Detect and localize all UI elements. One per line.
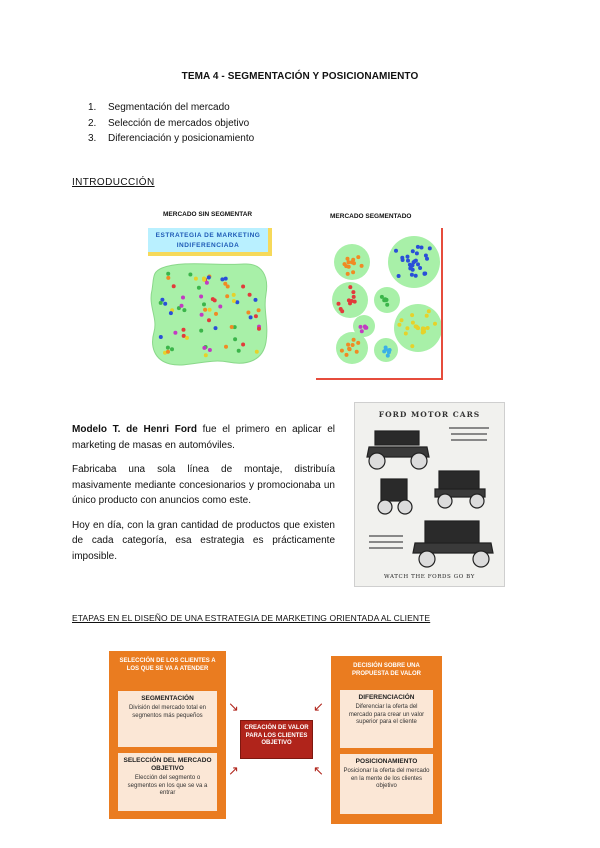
- segment-dot: [414, 324, 418, 328]
- arrow-up-left-icon: ↖: [313, 763, 324, 778]
- segment-dot: [410, 344, 414, 348]
- segment-dot: [348, 347, 352, 351]
- consumer-dot: [211, 297, 215, 301]
- consumer-dot: [194, 277, 198, 281]
- consumer-dot: [241, 285, 245, 289]
- consumer-dot: [202, 277, 206, 281]
- differentiation-card: DIFERENCIACIÓN Diferenciar la oferta del mercado para crear un valor superior para el cliente: [340, 690, 433, 748]
- consumer-dot: [232, 299, 236, 303]
- consumer-dot: [188, 273, 192, 277]
- unsegmented-market-illustration: [148, 262, 270, 368]
- segment-dot: [353, 300, 357, 304]
- toc-item: 3. Diferenciación y posicionamiento: [88, 133, 255, 144]
- segment-dot: [427, 309, 431, 313]
- car-drawing: [413, 521, 493, 567]
- segment-dot: [433, 322, 437, 326]
- ford-paragraph-3: Hoy en día, con la gran cantidad de productos que existen de cada categoría, esa estrategia es prácticamente imposible.: [72, 519, 335, 562]
- segment-dot: [356, 255, 360, 259]
- segment-dot: [360, 264, 364, 268]
- consumer-dot: [230, 325, 234, 329]
- consumer-dot: [159, 335, 163, 339]
- consumer-dot: [248, 293, 252, 297]
- consumer-dot: [246, 311, 250, 315]
- value-proposition-column: [331, 656, 442, 824]
- consumer-dot: [249, 315, 253, 319]
- arrow-down-right-icon: ↘: [228, 699, 239, 714]
- segment-dot: [346, 343, 350, 347]
- segmented-caption: MERCADO SEGMENTADO: [330, 213, 412, 220]
- consumer-dot: [208, 348, 212, 352]
- consumer-dot: [173, 331, 177, 335]
- consumer-dot: [181, 296, 185, 300]
- segment-dot: [415, 251, 419, 255]
- arrow-down-left-icon: ↙: [313, 699, 324, 714]
- customer-selection-column: [109, 651, 226, 819]
- undifferentiated-banner: ESTRATEGIA DE MARKETING INDIFERENCIADA: [148, 228, 272, 256]
- consumer-dot: [254, 298, 258, 302]
- toc-item: 2. Selección de mercados objetivo: [88, 117, 250, 129]
- segment-dot: [406, 259, 410, 263]
- segment-dot: [401, 258, 405, 262]
- column-header: SELECCIÓN DE LOS CLIENTES A LOS QUE SE VA A ATENDER: [119, 658, 216, 672]
- segment-dot: [405, 326, 409, 330]
- consumer-dot: [257, 327, 261, 331]
- ford-paragraph-1: Modelo T. de Henri Ford fue el primero en aplicar el marketing de masas en automóviles.: [72, 424, 335, 451]
- segment-dot: [351, 343, 355, 347]
- car-drawing: [435, 471, 485, 508]
- segment-dot: [404, 332, 408, 336]
- segment-dot: [397, 323, 401, 327]
- segment-dot: [384, 346, 388, 350]
- consumer-dot: [166, 346, 170, 350]
- value-creation-box: CREACIÓN DE VALOR PARA LOS CLIENTES OBJETIVO: [240, 720, 313, 759]
- segment-dot: [420, 246, 424, 250]
- intro-heading: INTRODUCCIÓN: [72, 177, 155, 188]
- ford-advertisement-image: [354, 402, 505, 587]
- consumer-dot: [208, 308, 212, 312]
- consumer-dot: [204, 353, 208, 357]
- segment-dot: [382, 349, 386, 353]
- target-market-card: SELECCIÓN DEL MERCADO OBJETIVO Elección del segmento o segmentos en los que se va a entrar: [118, 753, 217, 811]
- ford-paragraph-2: Fabricaba una sola línea de montaje, distribuía masivamente mediante concesionarios y promocionaba un único producto con anuncios como este.: [72, 464, 335, 506]
- segment-dot: [426, 326, 430, 330]
- consumer-dot: [166, 276, 170, 280]
- segment-dot: [352, 295, 356, 299]
- consumer-dot: [200, 313, 204, 317]
- consumer-dot: [220, 277, 224, 281]
- consumer-dot: [241, 343, 245, 347]
- consumer-dot: [254, 314, 258, 318]
- consumer-dot: [225, 294, 229, 298]
- ford-text-block: [72, 422, 335, 573]
- consumer-dot: [224, 345, 228, 349]
- segment-dot: [425, 257, 429, 261]
- segment-dot: [348, 285, 352, 289]
- ford-ad-footer: WATCH THE FORDS GO BY: [384, 574, 475, 580]
- segment-dot: [364, 326, 368, 330]
- segment-dot: [406, 255, 410, 259]
- segment-dot: [416, 245, 420, 249]
- consumer-dot: [169, 311, 173, 315]
- segment-dot: [412, 260, 416, 264]
- segment-dot: [352, 338, 356, 342]
- segment-dot: [414, 274, 418, 278]
- consumer-dot: [235, 300, 239, 304]
- segmentation-card: SEGMENTACIÓN División del mercado total en segmentos más pequeños: [118, 691, 217, 747]
- consumer-dot: [202, 346, 206, 350]
- segment-dot: [360, 329, 364, 333]
- segment-dot: [355, 350, 359, 354]
- car-drawing: [367, 431, 429, 469]
- segment-dot: [428, 246, 432, 250]
- segment-dot: [340, 309, 344, 313]
- toc-item: 1. Segmentación del mercado: [88, 102, 230, 113]
- segment-dot: [385, 303, 389, 307]
- segment-dot: [418, 266, 422, 270]
- segment-dot: [410, 313, 414, 317]
- consumer-dot: [218, 305, 222, 309]
- segment-dot: [422, 330, 426, 334]
- segment-dot: [400, 318, 404, 322]
- consumer-dot: [214, 312, 218, 316]
- segment-dot: [425, 314, 429, 318]
- consumer-dot: [172, 284, 176, 288]
- segment-dot: [423, 272, 427, 276]
- consumer-dot: [237, 349, 241, 353]
- segment-dot: [350, 260, 354, 264]
- consumer-dot: [207, 276, 211, 280]
- segment-dot: [388, 348, 392, 352]
- arrow-up-right-icon: ↗: [228, 763, 239, 778]
- consumer-dot: [226, 285, 230, 289]
- consumer-dot: [182, 328, 186, 332]
- segment-dot: [356, 341, 360, 345]
- segment-dot: [416, 262, 420, 266]
- consumer-dot: [182, 308, 186, 312]
- segment-dot: [408, 266, 412, 270]
- column-header: DECISIÓN SOBRE UNA PROPUESTA DE VALOR: [352, 663, 421, 677]
- segment-dot: [397, 274, 401, 278]
- segment-dot: [394, 249, 398, 253]
- ford-cars-drawing: [355, 403, 506, 588]
- ford-ad-header: FORD MOTOR CARS: [378, 410, 481, 419]
- car-drawing: [378, 479, 412, 514]
- consumer-dot: [197, 286, 201, 290]
- segment-dot: [359, 325, 363, 329]
- segment-dot: [340, 349, 344, 353]
- segment-circle: [336, 332, 368, 364]
- segment-dot: [351, 290, 355, 294]
- consumer-dot: [214, 326, 218, 330]
- unsegmented-caption: MERCADO SIN SEGMENTAR: [163, 211, 253, 218]
- segment-dot: [343, 262, 347, 266]
- consumer-dot: [203, 308, 207, 312]
- segment-dot: [346, 272, 350, 276]
- consumer-dot: [232, 293, 236, 297]
- table-of-contents: [88, 100, 254, 147]
- positioning-card: POSICIONAMIENTO Posicionar la oferta del mercado en la mente de los clientes objetivo: [340, 754, 433, 814]
- segmented-market-illustration: [316, 228, 441, 378]
- consumer-dot: [199, 329, 203, 333]
- consumer-dot: [166, 350, 170, 354]
- consumer-dot: [207, 318, 211, 322]
- segment-dot: [384, 298, 388, 302]
- segment-dot: [345, 353, 349, 357]
- consumer-dot: [180, 304, 184, 308]
- segment-dot: [346, 257, 350, 261]
- segment-dot: [386, 354, 390, 358]
- consumer-dot: [170, 347, 174, 351]
- consumer-dot: [163, 302, 167, 306]
- segment-dot: [410, 273, 414, 277]
- consumer-dot: [255, 350, 259, 354]
- consumer-dot: [205, 281, 209, 285]
- segment-dot: [337, 302, 341, 306]
- consumer-dot: [199, 295, 203, 299]
- consumer-dot: [202, 302, 206, 306]
- page-title: TEMA 4 - SEGMENTACIÓN Y POSICIONAMIENTO: [181, 71, 419, 82]
- consumer-dot: [159, 301, 163, 305]
- consumer-dot: [233, 337, 237, 341]
- segment-dot: [351, 270, 355, 274]
- consumer-dot: [257, 308, 261, 312]
- segment-dot: [348, 301, 352, 305]
- consumer-dot: [185, 336, 189, 340]
- etapas-heading: ETAPAS EN EL DISEÑO DE UNA ESTRATEGIA DE MARKETING ORIENTADA AL CLIENTE: [72, 613, 431, 623]
- segment-dot: [411, 249, 415, 253]
- segment-dot: [380, 295, 384, 299]
- segment-dot: [411, 321, 415, 325]
- consumer-dot: [166, 272, 170, 276]
